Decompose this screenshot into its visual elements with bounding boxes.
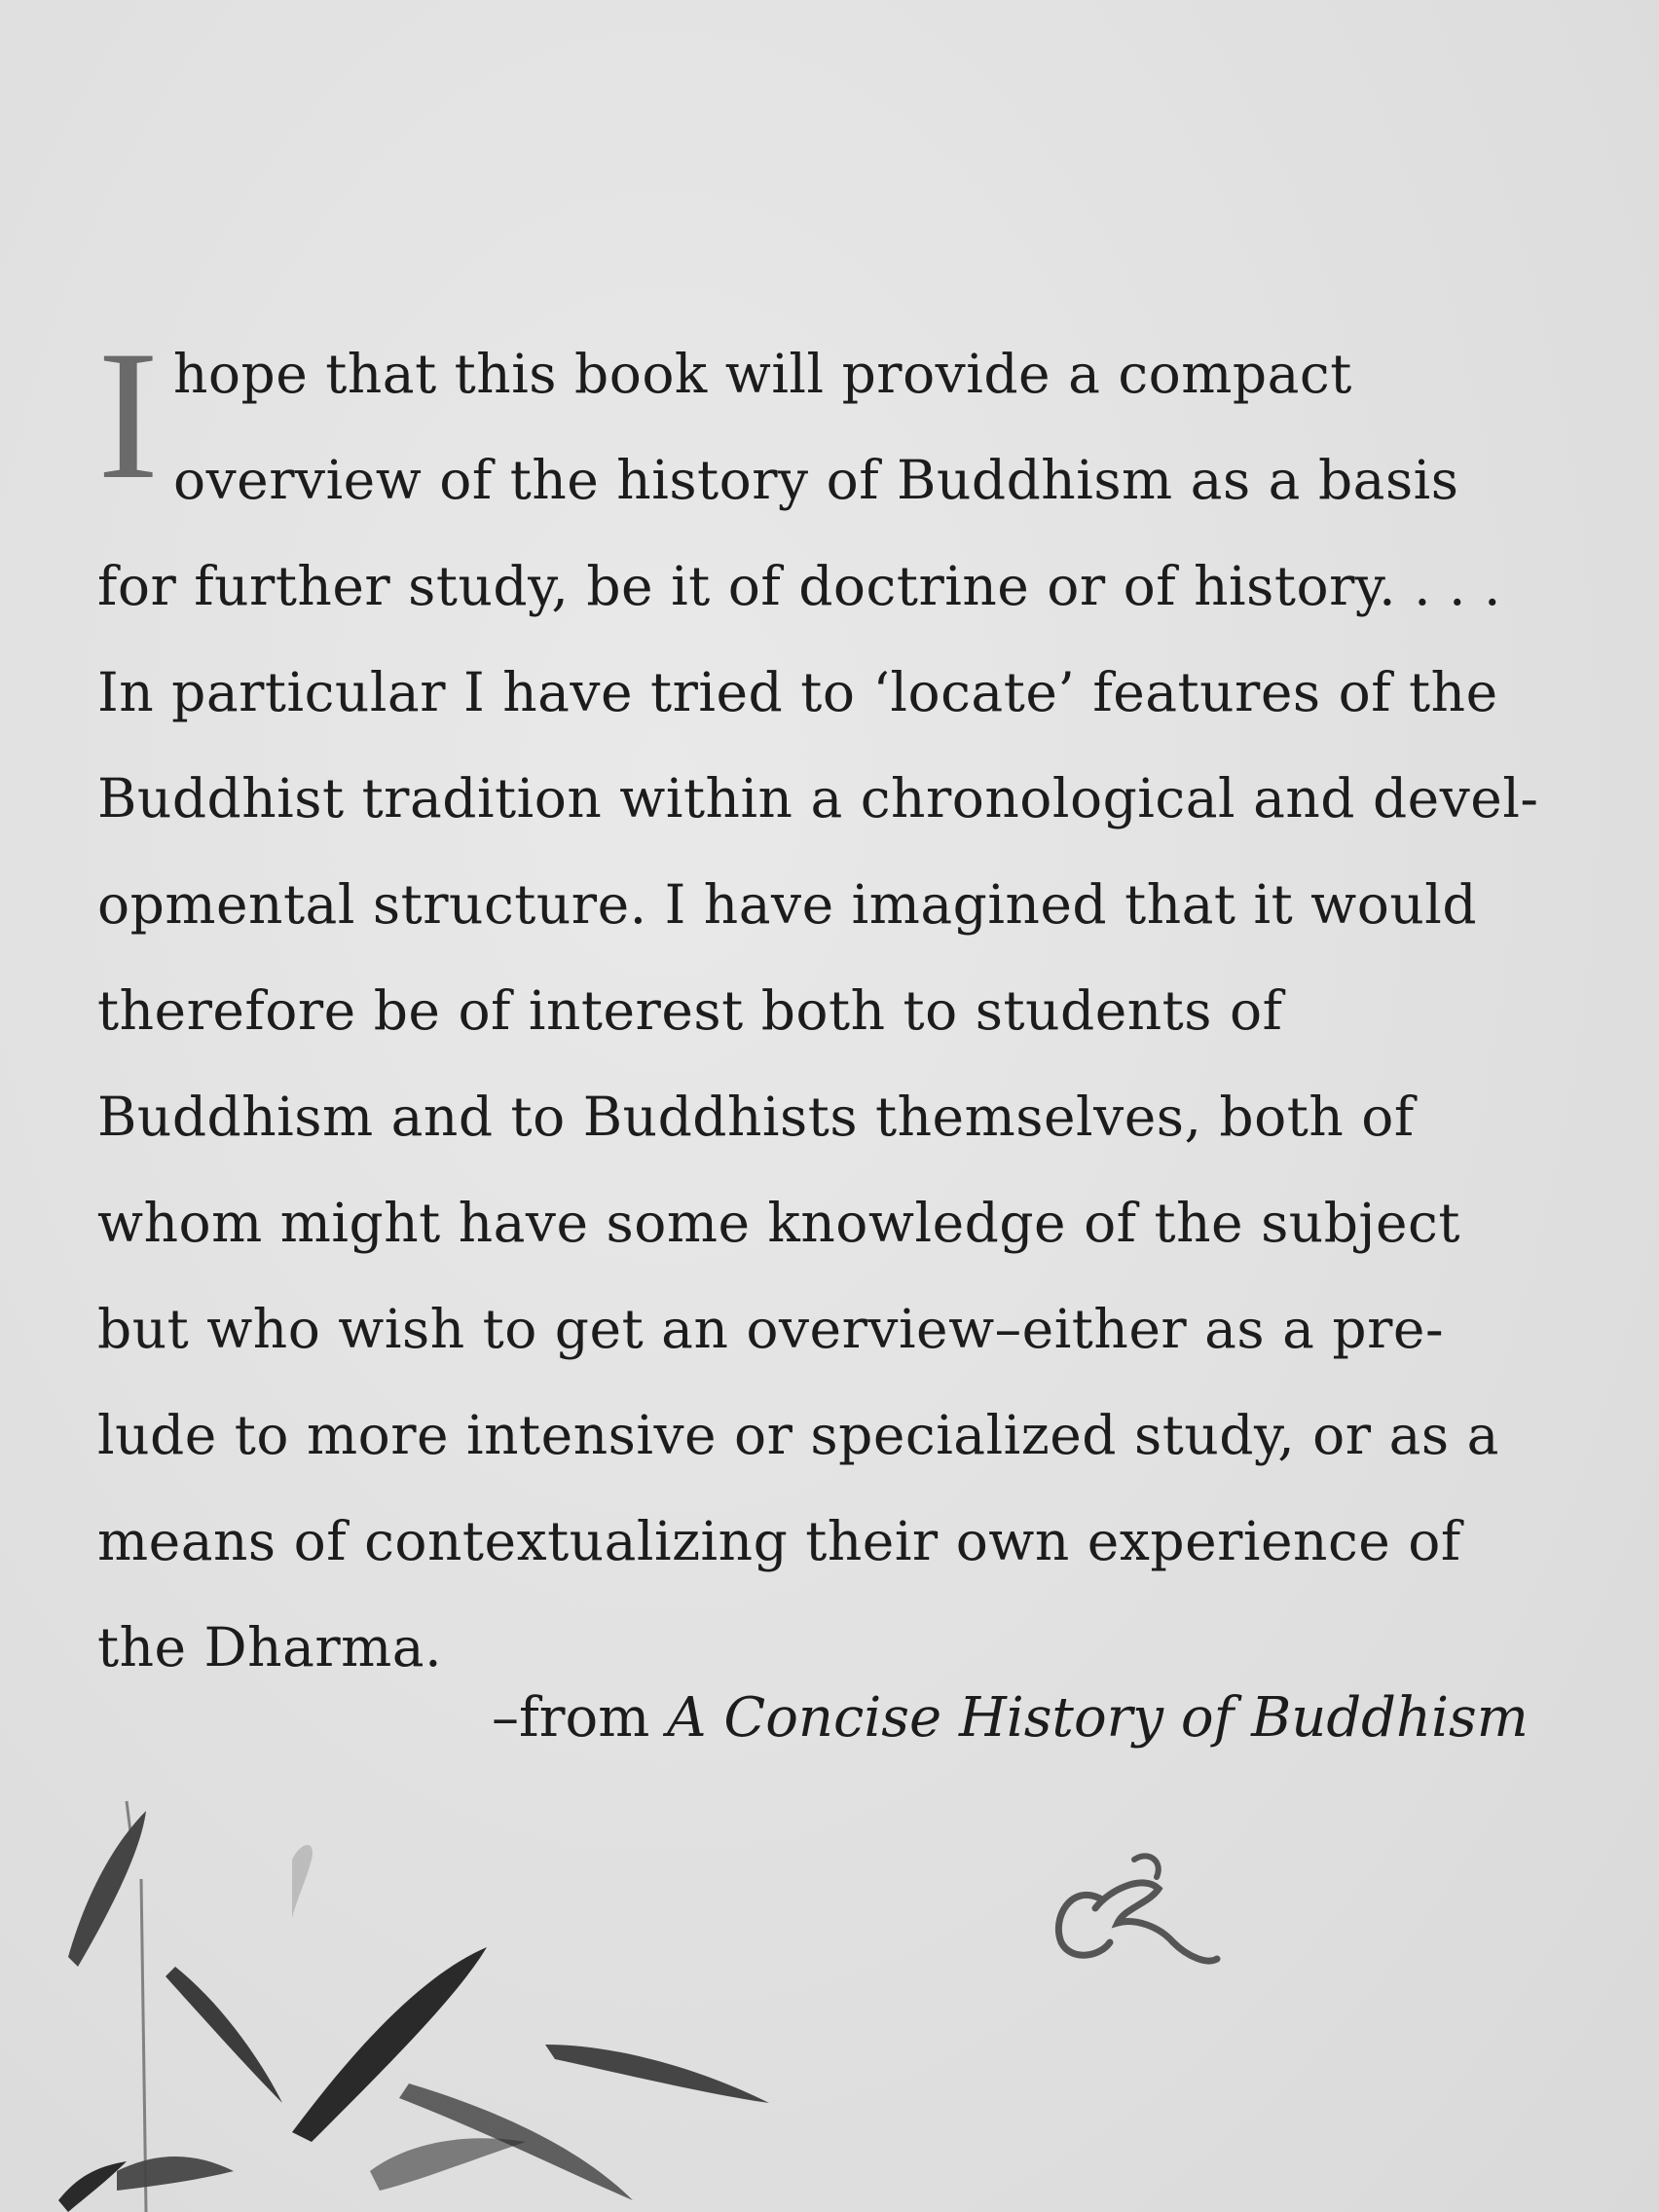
quote-line: overview of the history of Buddhism as a basis xyxy=(173,449,1459,511)
quote-line: Buddhism and to Buddhists themselves, both of xyxy=(97,1086,1415,1148)
quote-line: In particular I have tried to ‘locate’ features of the xyxy=(97,661,1498,723)
quote-line: hope that this book will provide a compact xyxy=(173,343,1352,405)
quote-line: the Dharma. xyxy=(97,1616,443,1678)
drop-cap: I xyxy=(97,313,160,518)
quote-line: but who wish to get an overview–either as a pre- xyxy=(97,1298,1445,1360)
attribution xyxy=(492,1679,1529,1757)
quote-line: whom might have some knowledge of the subject xyxy=(97,1192,1460,1254)
attribution-prefix: –from xyxy=(492,1686,668,1750)
quote-line: therefore be of interest both to students of xyxy=(97,979,1283,1042)
quote-line: lude to more intensive or specialized study, or as a xyxy=(97,1404,1499,1466)
book-title: A Concise History of Buddhism xyxy=(667,1686,1529,1750)
quote-line: Buddhist tradition within a chronological and devel- xyxy=(97,767,1539,830)
bamboo-ink-painting xyxy=(0,1782,876,2212)
quote-line: for further study, be it of doctrine or of history. . . . xyxy=(97,555,1502,617)
quote-block xyxy=(97,313,1577,1701)
colophon-ornament xyxy=(1042,1850,1236,1996)
quote-line: means of contextualizing their own experience of xyxy=(97,1510,1461,1572)
quote-line: opmental structure. I have imagined that it would xyxy=(97,873,1478,936)
